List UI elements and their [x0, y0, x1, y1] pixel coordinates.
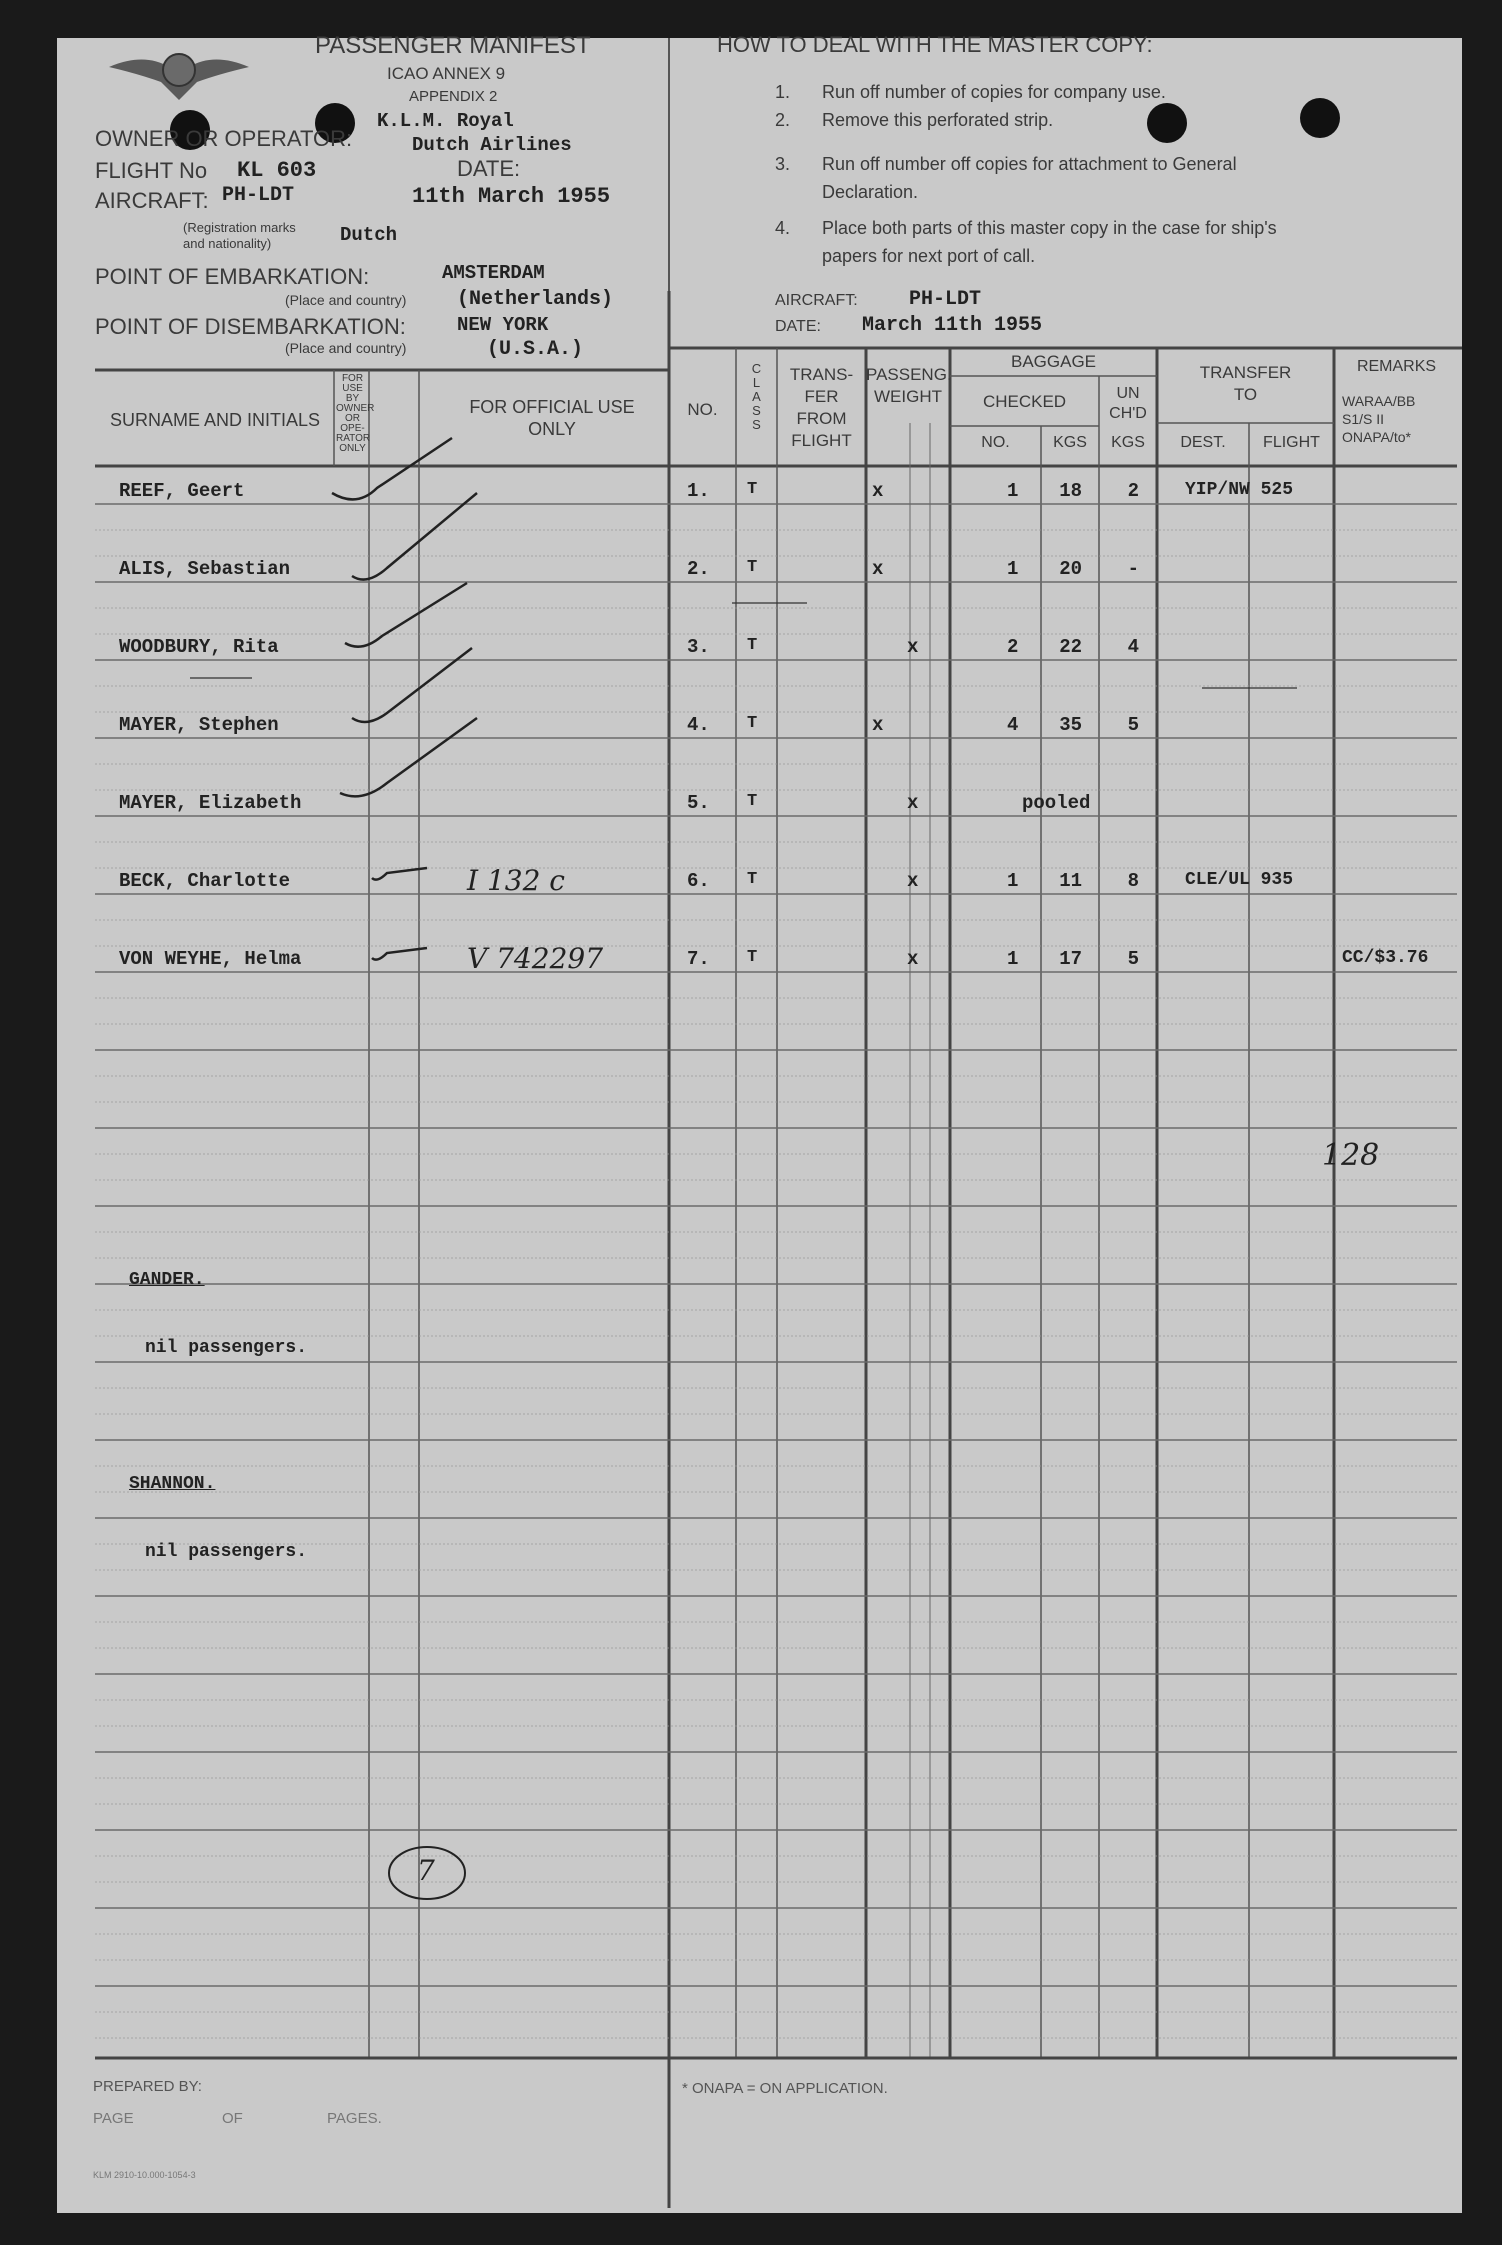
col-baggage: BAGGAGE: [1010, 352, 1097, 371]
header-line: A: [752, 389, 761, 404]
header-line: OWNER: [336, 403, 375, 414]
disembark-label: POINT OF DISEMBARKATION:: [95, 314, 406, 339]
form-title: PASSENGER MANIFEST: [315, 32, 591, 59]
header-line: FLIGHT: [791, 431, 852, 450]
col-checked-no: NO.: [981, 434, 1010, 451]
header-line: S: [752, 403, 761, 418]
flight-label: FLIGHT No: [95, 158, 208, 183]
appendix-label: APPENDIX 2: [409, 88, 498, 105]
table-row: [57, 558, 1462, 598]
header-line: CH'D: [1109, 405, 1147, 422]
weight-mark: x: [907, 870, 919, 892]
passenger-name: REEF, Geert: [119, 480, 245, 502]
col-class: [736, 362, 777, 432]
disembark-country: (U.S.A.): [487, 338, 584, 361]
instruction-text: Remove this perforated strip.: [822, 110, 1054, 130]
header-line: ONLY: [339, 443, 366, 454]
instruction-number: 3.: [775, 154, 791, 174]
table-row: [57, 792, 1462, 832]
page-label: PAGE: [93, 2110, 134, 2127]
header-line: WARAA/BB: [1342, 393, 1416, 409]
form-code: KLM 2910-10.000-1054-3: [93, 2170, 196, 2180]
stop-note: nil passengers.: [145, 1542, 308, 1562]
official-use-value: V 742297: [467, 942, 604, 975]
nationality-value: Dutch: [340, 224, 398, 246]
col-unchd-kgs: KGS: [1111, 434, 1145, 451]
passenger-class: T: [747, 558, 758, 577]
passenger-no: 1.: [687, 480, 710, 502]
col-remarks: REMARKS: [1356, 358, 1437, 375]
col-surname: SURNAME AND INITIALS: [109, 410, 321, 430]
prepared-by-label: PREPARED BY:: [93, 2078, 202, 2095]
disembark-note: (Place and country): [285, 340, 407, 356]
col-passeng-weight: [866, 364, 950, 408]
manifest-page: [57, 32, 1462, 2213]
passenger-name: MAYER, Elizabeth: [119, 792, 302, 814]
stop-place: GANDER.: [129, 1270, 205, 1290]
weight-mark: x: [907, 636, 919, 658]
passenger-no: 6.: [687, 870, 710, 892]
checked-no: 1: [1007, 948, 1019, 970]
col-transfer-to: [1157, 362, 1334, 406]
instruction-number: 4.: [775, 218, 791, 238]
passenger-name: BECK, Charlotte: [119, 870, 291, 892]
remarks-value: CC/$3.76: [1342, 948, 1429, 968]
stop-place: SHANNON.: [129, 1474, 216, 1494]
col-flight: FLIGHT: [1263, 434, 1320, 451]
registration-note-1: (Registration marks: [183, 220, 296, 235]
owner-value-2: Dutch Airlines: [412, 134, 572, 156]
disembark-value: NEW YORK: [457, 314, 549, 336]
col-checked-kgs: KGS: [1053, 434, 1087, 451]
col-unchd: [1099, 384, 1157, 424]
instruction-text: Run off number of copies for company use.: [822, 82, 1166, 102]
header-line: FER: [804, 387, 839, 406]
header-line: ONLY: [528, 419, 576, 439]
owner-value-1: K.L.M. Royal: [377, 110, 514, 132]
right-date-value: March 11th 1955: [862, 314, 1043, 337]
table-row: [57, 714, 1462, 754]
col-remarks-sub: [1334, 392, 1467, 446]
col-transfer-from: [777, 364, 866, 452]
passenger-class: T: [747, 714, 758, 733]
checked-no: 4: [1007, 714, 1019, 736]
handwritten-total: 128: [1322, 1138, 1380, 1173]
owner-label: OWNER OR OPERATOR:: [95, 126, 353, 151]
circled-count: 7: [417, 1854, 435, 1887]
date-value: 11th March 1955: [412, 184, 611, 209]
table-row: [57, 942, 1462, 988]
passenger-class: T: [747, 870, 758, 889]
right-aircraft-value: PH-LDT: [909, 288, 982, 311]
checked-kgs: 20: [1059, 558, 1082, 580]
unchd-kgs: 5: [1127, 714, 1139, 736]
aircraft-label: AIRCRAFT:: [95, 188, 209, 213]
right-date-label: DATE:: [775, 318, 821, 335]
header-line: UN: [1116, 385, 1140, 402]
flight-value: KL 603: [237, 158, 317, 183]
checked-kgs: pooled: [1022, 792, 1091, 814]
passenger-class: T: [747, 636, 758, 655]
embark-note: (Place and country): [285, 292, 407, 308]
embark-country: (Netherlands): [457, 288, 614, 311]
checked-kgs: 35: [1059, 714, 1082, 736]
unchd-kgs: 8: [1127, 870, 1139, 892]
header-line: S1/S II: [1342, 411, 1385, 427]
header-line: TRANSFER: [1199, 363, 1292, 382]
header-line: TO: [1233, 385, 1258, 404]
registration-note-2: and nationality): [183, 236, 272, 251]
unchd-kgs: 2: [1127, 480, 1139, 502]
header-line: OR OPE-: [340, 413, 365, 434]
passenger-class: T: [747, 792, 758, 811]
checked-kgs: 22: [1059, 636, 1082, 658]
checked-kgs: 18: [1059, 480, 1082, 502]
header-line: RATOR: [336, 433, 371, 444]
col-official-use: [457, 396, 647, 440]
passenger-no: 2.: [687, 558, 710, 580]
header-line: L: [752, 375, 761, 390]
passenger-class: T: [747, 948, 758, 967]
header-line: PASSENG.: [866, 365, 952, 384]
passenger-no: 5.: [687, 792, 710, 814]
col-no: NO.: [687, 400, 718, 419]
header-line: FROM: [796, 409, 847, 428]
header-line: TRANS-: [789, 365, 854, 384]
instruction-number: 2.: [775, 110, 791, 130]
passenger-name: ALIS, Sebastian: [119, 558, 291, 580]
embark-label: POINT OF EMBARKATION:: [95, 264, 370, 289]
instruction-text: Place both parts of this master copy in the case for ship's: [822, 218, 1277, 238]
transfer-to-value: YIP/NW 525: [1185, 480, 1294, 500]
punch-hole: [1147, 103, 1187, 143]
header-line: C: [751, 361, 762, 376]
onapa-note: * ONAPA = ON APPLICATION.: [682, 2080, 888, 2097]
checked-no: 1: [1007, 558, 1019, 580]
transfer-to-value: CLE/UL 935: [1185, 870, 1294, 890]
weight-mark: x: [907, 948, 919, 970]
of-label: OF: [222, 2110, 243, 2127]
annex-label: ICAO ANNEX 9: [387, 64, 506, 83]
table-row: [57, 636, 1462, 676]
header-line: FOR USE: [341, 373, 364, 394]
checked-no: 1: [1007, 480, 1019, 502]
header-line: WEIGHT: [874, 387, 942, 406]
col-owner-use: [336, 373, 375, 454]
passenger-name: MAYER, Stephen: [119, 714, 279, 736]
passenger-no: 3.: [687, 636, 710, 658]
embark-value: AMSTERDAM: [442, 262, 545, 284]
aircraft-value: PH-LDT: [222, 184, 295, 207]
header-line: BY: [345, 393, 360, 404]
klm-logo-icon: [109, 42, 249, 102]
instruction-text: Run off number off copies for attachment to General: [822, 154, 1237, 174]
pages-label: PAGES.: [327, 2110, 382, 2127]
instruction-text: papers for next port of call.: [822, 246, 1036, 266]
passenger-name: VON WEYHE, Helma: [119, 948, 302, 970]
passenger-no: 7.: [687, 948, 710, 970]
instruction-number: 1.: [775, 82, 791, 102]
passenger-no: 4.: [687, 714, 710, 736]
right-aircraft-label: AIRCRAFT:: [775, 292, 858, 309]
date-label: DATE:: [457, 156, 521, 181]
punch-hole: [1300, 98, 1340, 138]
col-checked: CHECKED: [982, 392, 1067, 411]
passenger-class: T: [747, 480, 758, 499]
official-use-value: I 132 c: [467, 864, 565, 897]
instructions-title: HOW TO DEAL WITH THE MASTER COPY:: [717, 32, 1153, 57]
table-row: [57, 864, 1462, 910]
weight-mark: x: [872, 558, 884, 580]
unchd-kgs: 5: [1127, 948, 1139, 970]
unchd-kgs: 4: [1127, 636, 1139, 658]
table-row: [57, 480, 1462, 520]
passenger-name: WOODBURY, Rita: [119, 636, 279, 658]
checked-kgs: 11: [1059, 870, 1082, 892]
checked-no: 1: [1007, 870, 1019, 892]
weight-mark: x: [907, 792, 919, 814]
weight-mark: x: [872, 480, 884, 502]
header-line: ONAPA/to*: [1342, 429, 1411, 445]
instruction-text: Declaration.: [822, 182, 919, 202]
header-line: FOR OFFICIAL USE: [469, 397, 635, 417]
stop-note: nil passengers.: [145, 1338, 308, 1358]
header-line: S: [752, 417, 761, 432]
checked-kgs: 17: [1059, 948, 1082, 970]
unchd-kgs: -: [1127, 558, 1139, 580]
checked-no: 2: [1007, 636, 1019, 658]
col-dest: DEST.: [1180, 434, 1226, 451]
weight-mark: x: [872, 714, 884, 736]
